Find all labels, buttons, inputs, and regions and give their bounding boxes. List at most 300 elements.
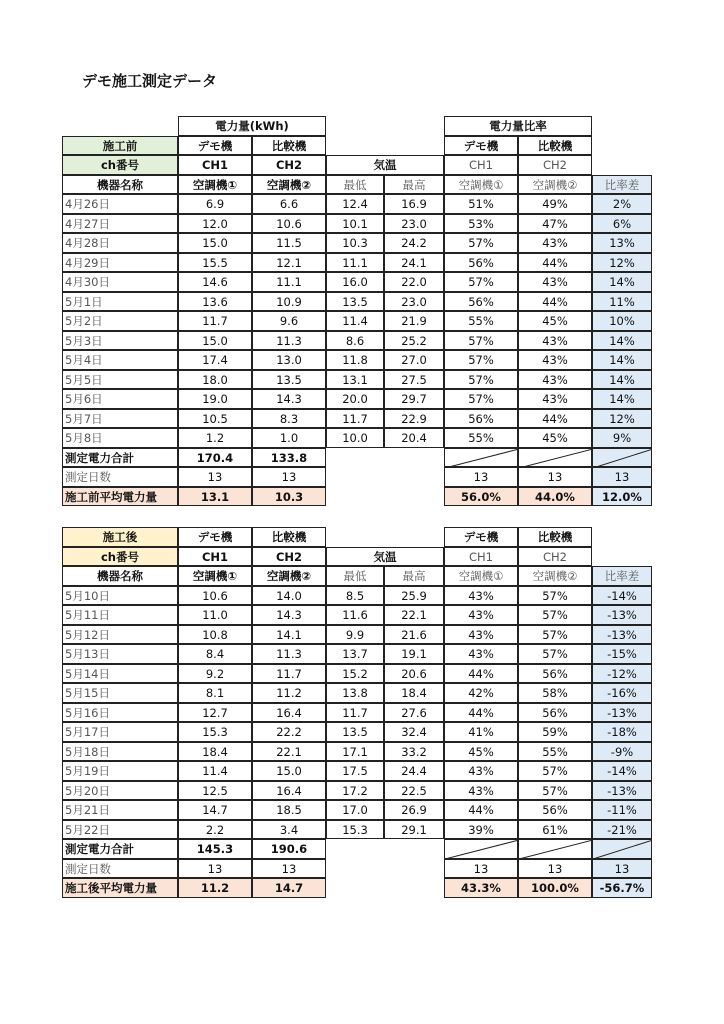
compare-ratio-cell: 56% bbox=[518, 800, 592, 820]
ratio-ac1-header: 空調機① bbox=[444, 566, 518, 586]
compare-ratio-cell: 47% bbox=[518, 214, 592, 234]
table-row bbox=[62, 683, 652, 703]
demo-power-cell: 14.7 bbox=[178, 800, 252, 820]
demo-ratio-cell: 57% bbox=[444, 370, 518, 390]
section-label: 施工前 bbox=[62, 136, 178, 156]
compare-ratio-cell: 57% bbox=[518, 586, 592, 606]
table-row bbox=[62, 292, 652, 312]
compare-power-cell: 10.6 bbox=[252, 214, 326, 234]
page-title: デモ施工測定データ bbox=[82, 72, 218, 90]
compare-ratio-cell: 44% bbox=[518, 409, 592, 429]
temp-max-cell: 27.0 bbox=[384, 350, 444, 370]
demo-average: 11.2 bbox=[178, 878, 252, 898]
group-header-row bbox=[62, 116, 652, 136]
table-row bbox=[62, 722, 652, 742]
compare-power-cell: 12.1 bbox=[252, 253, 326, 273]
diagonal-empty-cell bbox=[518, 448, 592, 468]
ratio-diff-cell: 14% bbox=[592, 272, 652, 292]
compare-power-cell: 11.5 bbox=[252, 233, 326, 253]
total-label: 測定電力合計 bbox=[62, 448, 178, 468]
temp-max-cell: 23.0 bbox=[384, 214, 444, 234]
compare-ratio-cell: 44% bbox=[518, 292, 592, 312]
temp-min-cell: 11.6 bbox=[326, 605, 384, 625]
demo-power-cell: 8.1 bbox=[178, 683, 252, 703]
demo-ratio-cell: 57% bbox=[444, 233, 518, 253]
demo-power-cell: 14.6 bbox=[178, 272, 252, 292]
demo-ratio-cell: 44% bbox=[444, 664, 518, 684]
temp-min-cell: 11.7 bbox=[326, 703, 384, 723]
demo-power-cell: 12.5 bbox=[178, 781, 252, 801]
ratio-ch1-header: CH1 bbox=[444, 547, 518, 567]
compare-power-cell: 1.0 bbox=[252, 428, 326, 448]
table-row bbox=[62, 370, 652, 390]
ch1-header: CH1 bbox=[178, 155, 252, 175]
compare-ratio-cell: 57% bbox=[518, 625, 592, 645]
average-row bbox=[62, 878, 652, 898]
demo-ratio-cell: 55% bbox=[444, 311, 518, 331]
temp-max-cell: 21.6 bbox=[384, 625, 444, 645]
temp-max-cell: 20.6 bbox=[384, 664, 444, 684]
demo-ratio-cell: 55% bbox=[444, 428, 518, 448]
temp-min-cell: 11.8 bbox=[326, 350, 384, 370]
demo-ratio-cell: 57% bbox=[444, 389, 518, 409]
demo-ratio-header: デモ機 bbox=[444, 136, 518, 156]
table-row bbox=[62, 194, 652, 214]
demo-ratio-cell: 42% bbox=[444, 683, 518, 703]
compare-ratio-header: 比較機 bbox=[518, 136, 592, 156]
ratio-demo-days: 13 bbox=[444, 859, 518, 879]
demo-ratio-cell: 56% bbox=[444, 253, 518, 273]
ac2-header: 空調機② bbox=[252, 175, 326, 195]
demo-average: 13.1 bbox=[178, 487, 252, 507]
date-cell: 4月28日 bbox=[62, 233, 178, 253]
device-name-label: 機器名称 bbox=[62, 175, 178, 195]
ratio-diff-cell: -13% bbox=[592, 703, 652, 723]
average-ratio-diff: -56.7% bbox=[592, 878, 652, 898]
temp-max-cell: 22.5 bbox=[384, 781, 444, 801]
section-label: 施工後 bbox=[62, 527, 178, 547]
table-row bbox=[62, 781, 652, 801]
temp-max-cell: 32.4 bbox=[384, 722, 444, 742]
compare-power-cell: 11.3 bbox=[252, 644, 326, 664]
temp-min-cell: 10.0 bbox=[326, 428, 384, 448]
demo-ratio-cell: 43% bbox=[444, 781, 518, 801]
ratio-compare-days: 13 bbox=[518, 467, 592, 487]
demo-power-cell: 11.0 bbox=[178, 605, 252, 625]
temp-max-cell: 25.2 bbox=[384, 331, 444, 351]
demo-power-cell: 1.2 bbox=[178, 428, 252, 448]
date-cell: 5月15日 bbox=[62, 683, 178, 703]
compare-days: 13 bbox=[252, 467, 326, 487]
compare-power-cell: 14.3 bbox=[252, 605, 326, 625]
ratio-diff-cell: -16% bbox=[592, 683, 652, 703]
compare-power-cell: 14.3 bbox=[252, 389, 326, 409]
date-cell: 5月16日 bbox=[62, 703, 178, 723]
compare-power-cell: 18.5 bbox=[252, 800, 326, 820]
temperature-header: 気温 bbox=[326, 155, 444, 175]
date-cell: 5月3日 bbox=[62, 331, 178, 351]
temp-min-cell: 10.1 bbox=[326, 214, 384, 234]
compare-ratio-cell: 45% bbox=[518, 428, 592, 448]
diagonal-empty-cell bbox=[444, 839, 518, 859]
compare-total: 190.6 bbox=[252, 839, 326, 859]
compare-ratio-cell: 59% bbox=[518, 722, 592, 742]
table-row bbox=[62, 389, 652, 409]
compare-power-cell: 16.4 bbox=[252, 781, 326, 801]
date-cell: 4月29日 bbox=[62, 253, 178, 273]
demo-power-cell: 15.0 bbox=[178, 331, 252, 351]
demo-power-cell: 19.0 bbox=[178, 389, 252, 409]
ratio-diff-cell: 12% bbox=[592, 409, 652, 429]
compare-power-cell: 11.2 bbox=[252, 683, 326, 703]
compare-ratio-cell: 43% bbox=[518, 350, 592, 370]
ratio-diff-days: 13 bbox=[592, 859, 652, 879]
date-cell: 5月7日 bbox=[62, 409, 178, 429]
compare-ratio-cell: 57% bbox=[518, 761, 592, 781]
temp-max-cell: 29.7 bbox=[384, 389, 444, 409]
header-row-label bbox=[62, 136, 652, 156]
days-row bbox=[62, 467, 652, 487]
compare-ratio-cell: 58% bbox=[518, 683, 592, 703]
header-row-channel bbox=[62, 547, 652, 567]
total-row bbox=[62, 839, 652, 859]
compare-ratio-cell: 43% bbox=[518, 370, 592, 390]
ratio-diff-cell: 14% bbox=[592, 331, 652, 351]
power-group-header: 電力量(kWh) bbox=[178, 116, 326, 136]
header-row-label bbox=[62, 527, 652, 547]
date-cell: 5月10日 bbox=[62, 586, 178, 606]
demo-power-cell: 13.6 bbox=[178, 292, 252, 312]
demo-power-cell: 10.6 bbox=[178, 586, 252, 606]
date-cell: 5月22日 bbox=[62, 820, 178, 840]
date-cell: 5月19日 bbox=[62, 761, 178, 781]
demo-power-cell: 18.4 bbox=[178, 742, 252, 762]
date-cell: 5月1日 bbox=[62, 292, 178, 312]
ratio-ac2-header: 空調機② bbox=[518, 175, 592, 195]
table-row bbox=[62, 350, 652, 370]
temp-max-cell: 24.4 bbox=[384, 761, 444, 781]
compare-ratio-cell: 43% bbox=[518, 233, 592, 253]
compare-ratio-cell: 57% bbox=[518, 605, 592, 625]
temp-max-cell: 18.4 bbox=[384, 683, 444, 703]
temp-max-cell: 22.9 bbox=[384, 409, 444, 429]
temp-min-cell: 8.6 bbox=[326, 331, 384, 351]
compare-power-cell: 13.0 bbox=[252, 350, 326, 370]
compare-power-cell: 10.9 bbox=[252, 292, 326, 312]
demo-power-cell: 11.7 bbox=[178, 311, 252, 331]
ratio-diff-cell: 14% bbox=[592, 350, 652, 370]
temp-min-header: 最低 bbox=[326, 566, 384, 586]
ch1-header: CH1 bbox=[178, 547, 252, 567]
ratio-ch1-header: CH1 bbox=[444, 155, 518, 175]
compare-ratio-cell: 43% bbox=[518, 331, 592, 351]
ratio-diff-cell: 10% bbox=[592, 311, 652, 331]
demo-days: 13 bbox=[178, 467, 252, 487]
temp-max-cell: 26.9 bbox=[384, 800, 444, 820]
ratio-diff-cell: 12% bbox=[592, 253, 652, 273]
temp-max-cell: 25.9 bbox=[384, 586, 444, 606]
days-label: 測定日数 bbox=[62, 467, 178, 487]
temp-min-cell: 12.4 bbox=[326, 194, 384, 214]
temp-min-cell: 13.5 bbox=[326, 722, 384, 742]
compare-ratio-cell: 49% bbox=[518, 194, 592, 214]
date-cell: 4月30日 bbox=[62, 272, 178, 292]
ratio-diff-cell: 11% bbox=[592, 292, 652, 312]
total-label: 測定電力合計 bbox=[62, 839, 178, 859]
ratio-group-header: 電力量比率 bbox=[444, 116, 592, 136]
temp-min-cell: 15.3 bbox=[326, 820, 384, 840]
ratio-ac2-header: 空調機② bbox=[518, 566, 592, 586]
date-cell: 5月8日 bbox=[62, 428, 178, 448]
date-cell: 4月26日 bbox=[62, 194, 178, 214]
temp-min-cell: 15.2 bbox=[326, 664, 384, 684]
table-row bbox=[62, 664, 652, 684]
compare-power-cell: 16.4 bbox=[252, 703, 326, 723]
temp-max-cell: 22.0 bbox=[384, 272, 444, 292]
compare-power-cell: 11.1 bbox=[252, 272, 326, 292]
ratio-diff-cell: -13% bbox=[592, 781, 652, 801]
average-label: 施工前平均電力量 bbox=[62, 487, 178, 507]
demo-power-cell: 11.4 bbox=[178, 761, 252, 781]
date-cell: 5月13日 bbox=[62, 644, 178, 664]
days-label: 測定日数 bbox=[62, 859, 178, 879]
average-ratio-diff: 12.0% bbox=[592, 487, 652, 507]
demo-ratio-cell: 39% bbox=[444, 820, 518, 840]
compare-average: 14.7 bbox=[252, 878, 326, 898]
temp-min-cell: 17.1 bbox=[326, 742, 384, 762]
demo-days: 13 bbox=[178, 859, 252, 879]
table-row bbox=[62, 605, 652, 625]
temp-min-cell: 9.9 bbox=[326, 625, 384, 645]
ch2-header: CH2 bbox=[252, 155, 326, 175]
demo-power-cell: 6.9 bbox=[178, 194, 252, 214]
compare-power-cell: 14.0 bbox=[252, 586, 326, 606]
demo-ratio-cell: 43% bbox=[444, 644, 518, 664]
compare-power-cell: 11.3 bbox=[252, 331, 326, 351]
compare-ratio-cell: 43% bbox=[518, 272, 592, 292]
date-cell: 5月14日 bbox=[62, 664, 178, 684]
compare-ratio-cell: 56% bbox=[518, 664, 592, 684]
date-cell: 5月12日 bbox=[62, 625, 178, 645]
compare-power-cell: 13.5 bbox=[252, 370, 326, 390]
ratio-diff-header: 比率差 bbox=[592, 175, 652, 195]
diagonal-empty-cell bbox=[518, 839, 592, 859]
demo-ratio-cell: 56% bbox=[444, 409, 518, 429]
demo-ratio-cell: 57% bbox=[444, 331, 518, 351]
demo-ratio-cell: 57% bbox=[444, 350, 518, 370]
temp-min-cell: 17.2 bbox=[326, 781, 384, 801]
demo-unit-header: デモ機 bbox=[178, 527, 252, 547]
temp-min-header: 最低 bbox=[326, 175, 384, 195]
demo-power-cell: 17.4 bbox=[178, 350, 252, 370]
diagonal-empty-cell bbox=[592, 839, 652, 859]
compare-ratio-cell: 57% bbox=[518, 781, 592, 801]
date-cell: 4月27日 bbox=[62, 214, 178, 234]
table-row bbox=[62, 311, 652, 331]
ratio-demo-days: 13 bbox=[444, 467, 518, 487]
ratio-diff-cell: 13% bbox=[592, 233, 652, 253]
ratio-diff-cell: -9% bbox=[592, 742, 652, 762]
compare-power-cell: 22.2 bbox=[252, 722, 326, 742]
table-row bbox=[62, 820, 652, 840]
demo-total: 145.3 bbox=[178, 839, 252, 859]
compare-power-cell: 3.4 bbox=[252, 820, 326, 840]
temp-min-cell: 10.3 bbox=[326, 233, 384, 253]
compare-unit-header: 比較機 bbox=[252, 527, 326, 547]
ch-number-label: ch番号 bbox=[62, 547, 178, 567]
demo-power-cell: 10.5 bbox=[178, 409, 252, 429]
compare-ratio-cell: 61% bbox=[518, 820, 592, 840]
table-row bbox=[62, 644, 652, 664]
average-label: 施工後平均電力量 bbox=[62, 878, 178, 898]
compare-power-cell: 14.1 bbox=[252, 625, 326, 645]
ratio-diff-cell: 6% bbox=[592, 214, 652, 234]
ratio-diff-cell: -14% bbox=[592, 761, 652, 781]
ratio-compare-days: 13 bbox=[518, 859, 592, 879]
ratio-diff-cell: -12% bbox=[592, 664, 652, 684]
ratio-diff-days: 13 bbox=[592, 467, 652, 487]
temp-max-cell: 27.5 bbox=[384, 370, 444, 390]
temp-min-cell: 11.4 bbox=[326, 311, 384, 331]
demo-average-ratio: 56.0% bbox=[444, 487, 518, 507]
diagonal-empty-cell bbox=[592, 448, 652, 468]
temp-min-cell: 20.0 bbox=[326, 389, 384, 409]
ch-number-label: ch番号 bbox=[62, 155, 178, 175]
demo-power-cell: 8.4 bbox=[178, 644, 252, 664]
table-row bbox=[62, 625, 652, 645]
date-cell: 5月17日 bbox=[62, 722, 178, 742]
table-row bbox=[62, 428, 652, 448]
ratio-diff-cell: -14% bbox=[592, 586, 652, 606]
ratio-diff-cell: -13% bbox=[592, 605, 652, 625]
ratio-diff-cell: -18% bbox=[592, 722, 652, 742]
table-row bbox=[62, 742, 652, 762]
ac2-header: 空調機② bbox=[252, 566, 326, 586]
compare-ratio-header: 比較機 bbox=[518, 527, 592, 547]
compare-power-cell: 6.6 bbox=[252, 194, 326, 214]
temp-min-cell: 13.5 bbox=[326, 292, 384, 312]
table-row bbox=[62, 586, 652, 606]
temp-max-cell: 29.1 bbox=[384, 820, 444, 840]
temp-max-header: 最高 bbox=[384, 175, 444, 195]
table-row bbox=[62, 761, 652, 781]
ratio-diff-cell: 14% bbox=[592, 370, 652, 390]
compare-average-ratio: 44.0% bbox=[518, 487, 592, 507]
table-row bbox=[62, 703, 652, 723]
average-row bbox=[62, 487, 652, 507]
temp-min-cell: 13.7 bbox=[326, 644, 384, 664]
temp-max-cell: 21.9 bbox=[384, 311, 444, 331]
header-row-channel bbox=[62, 155, 652, 175]
table-row bbox=[62, 253, 652, 273]
demo-unit-header: デモ機 bbox=[178, 136, 252, 156]
device-name-label: 機器名称 bbox=[62, 566, 178, 586]
demo-ratio-cell: 41% bbox=[444, 722, 518, 742]
temp-max-cell: 24.1 bbox=[384, 253, 444, 273]
temp-max-header: 最高 bbox=[384, 566, 444, 586]
compare-power-cell: 22.1 bbox=[252, 742, 326, 762]
demo-ratio-cell: 43% bbox=[444, 625, 518, 645]
demo-power-cell: 9.2 bbox=[178, 664, 252, 684]
demo-ratio-cell: 51% bbox=[444, 194, 518, 214]
ratio-diff-cell: 2% bbox=[592, 194, 652, 214]
date-cell: 5月5日 bbox=[62, 370, 178, 390]
demo-total: 170.4 bbox=[178, 448, 252, 468]
ac1-header: 空調機① bbox=[178, 175, 252, 195]
ratio-diff-cell: -21% bbox=[592, 820, 652, 840]
ratio-diff-cell: -13% bbox=[592, 625, 652, 645]
demo-ratio-cell: 53% bbox=[444, 214, 518, 234]
demo-power-cell: 18.0 bbox=[178, 370, 252, 390]
temp-min-cell: 13.8 bbox=[326, 683, 384, 703]
demo-power-cell: 12.7 bbox=[178, 703, 252, 723]
compare-power-cell: 15.0 bbox=[252, 761, 326, 781]
ratio-ch2-header: CH2 bbox=[518, 155, 592, 175]
ratio-diff-cell: 9% bbox=[592, 428, 652, 448]
table-row bbox=[62, 214, 652, 234]
compare-power-cell: 9.6 bbox=[252, 311, 326, 331]
temp-max-cell: 24.2 bbox=[384, 233, 444, 253]
demo-power-cell: 12.0 bbox=[178, 214, 252, 234]
compare-ratio-cell: 56% bbox=[518, 703, 592, 723]
demo-power-cell: 15.5 bbox=[178, 253, 252, 273]
temp-max-cell: 23.0 bbox=[384, 292, 444, 312]
table-row bbox=[62, 331, 652, 351]
demo-power-cell: 15.0 bbox=[178, 233, 252, 253]
temp-min-cell: 17.5 bbox=[326, 761, 384, 781]
date-cell: 5月11日 bbox=[62, 605, 178, 625]
temp-max-cell: 27.6 bbox=[384, 703, 444, 723]
table-row bbox=[62, 272, 652, 292]
ac1-header: 空調機① bbox=[178, 566, 252, 586]
demo-ratio-cell: 43% bbox=[444, 761, 518, 781]
demo-average-ratio: 43.3% bbox=[444, 878, 518, 898]
ratio-diff-cell: -15% bbox=[592, 644, 652, 664]
temp-min-cell: 13.1 bbox=[326, 370, 384, 390]
table-row bbox=[62, 233, 652, 253]
date-cell: 5月18日 bbox=[62, 742, 178, 762]
ratio-diff-cell: 14% bbox=[592, 389, 652, 409]
days-row bbox=[62, 859, 652, 879]
compare-average: 10.3 bbox=[252, 487, 326, 507]
diagonal-empty-cell bbox=[444, 448, 518, 468]
demo-ratio-cell: 45% bbox=[444, 742, 518, 762]
demo-ratio-cell: 44% bbox=[444, 703, 518, 723]
compare-days: 13 bbox=[252, 859, 326, 879]
demo-ratio-header: デモ機 bbox=[444, 527, 518, 547]
demo-power-cell: 10.8 bbox=[178, 625, 252, 645]
total-row bbox=[62, 448, 652, 468]
date-cell: 5月6日 bbox=[62, 389, 178, 409]
compare-ratio-cell: 44% bbox=[518, 253, 592, 273]
compare-ratio-cell: 55% bbox=[518, 742, 592, 762]
temp-min-cell: 17.0 bbox=[326, 800, 384, 820]
temperature-header: 気温 bbox=[326, 547, 444, 567]
header-row-device bbox=[62, 175, 652, 195]
temp-min-cell: 11.1 bbox=[326, 253, 384, 273]
temp-max-cell: 20.4 bbox=[384, 428, 444, 448]
header-row-device bbox=[62, 566, 652, 586]
ratio-diff-cell: -11% bbox=[592, 800, 652, 820]
demo-power-cell: 15.3 bbox=[178, 722, 252, 742]
date-cell: 5月2日 bbox=[62, 311, 178, 331]
demo-ratio-cell: 43% bbox=[444, 605, 518, 625]
temp-max-cell: 19.1 bbox=[384, 644, 444, 664]
compare-ratio-cell: 57% bbox=[518, 644, 592, 664]
temp-max-cell: 16.9 bbox=[384, 194, 444, 214]
date-cell: 5月4日 bbox=[62, 350, 178, 370]
temp-min-cell: 8.5 bbox=[326, 586, 384, 606]
